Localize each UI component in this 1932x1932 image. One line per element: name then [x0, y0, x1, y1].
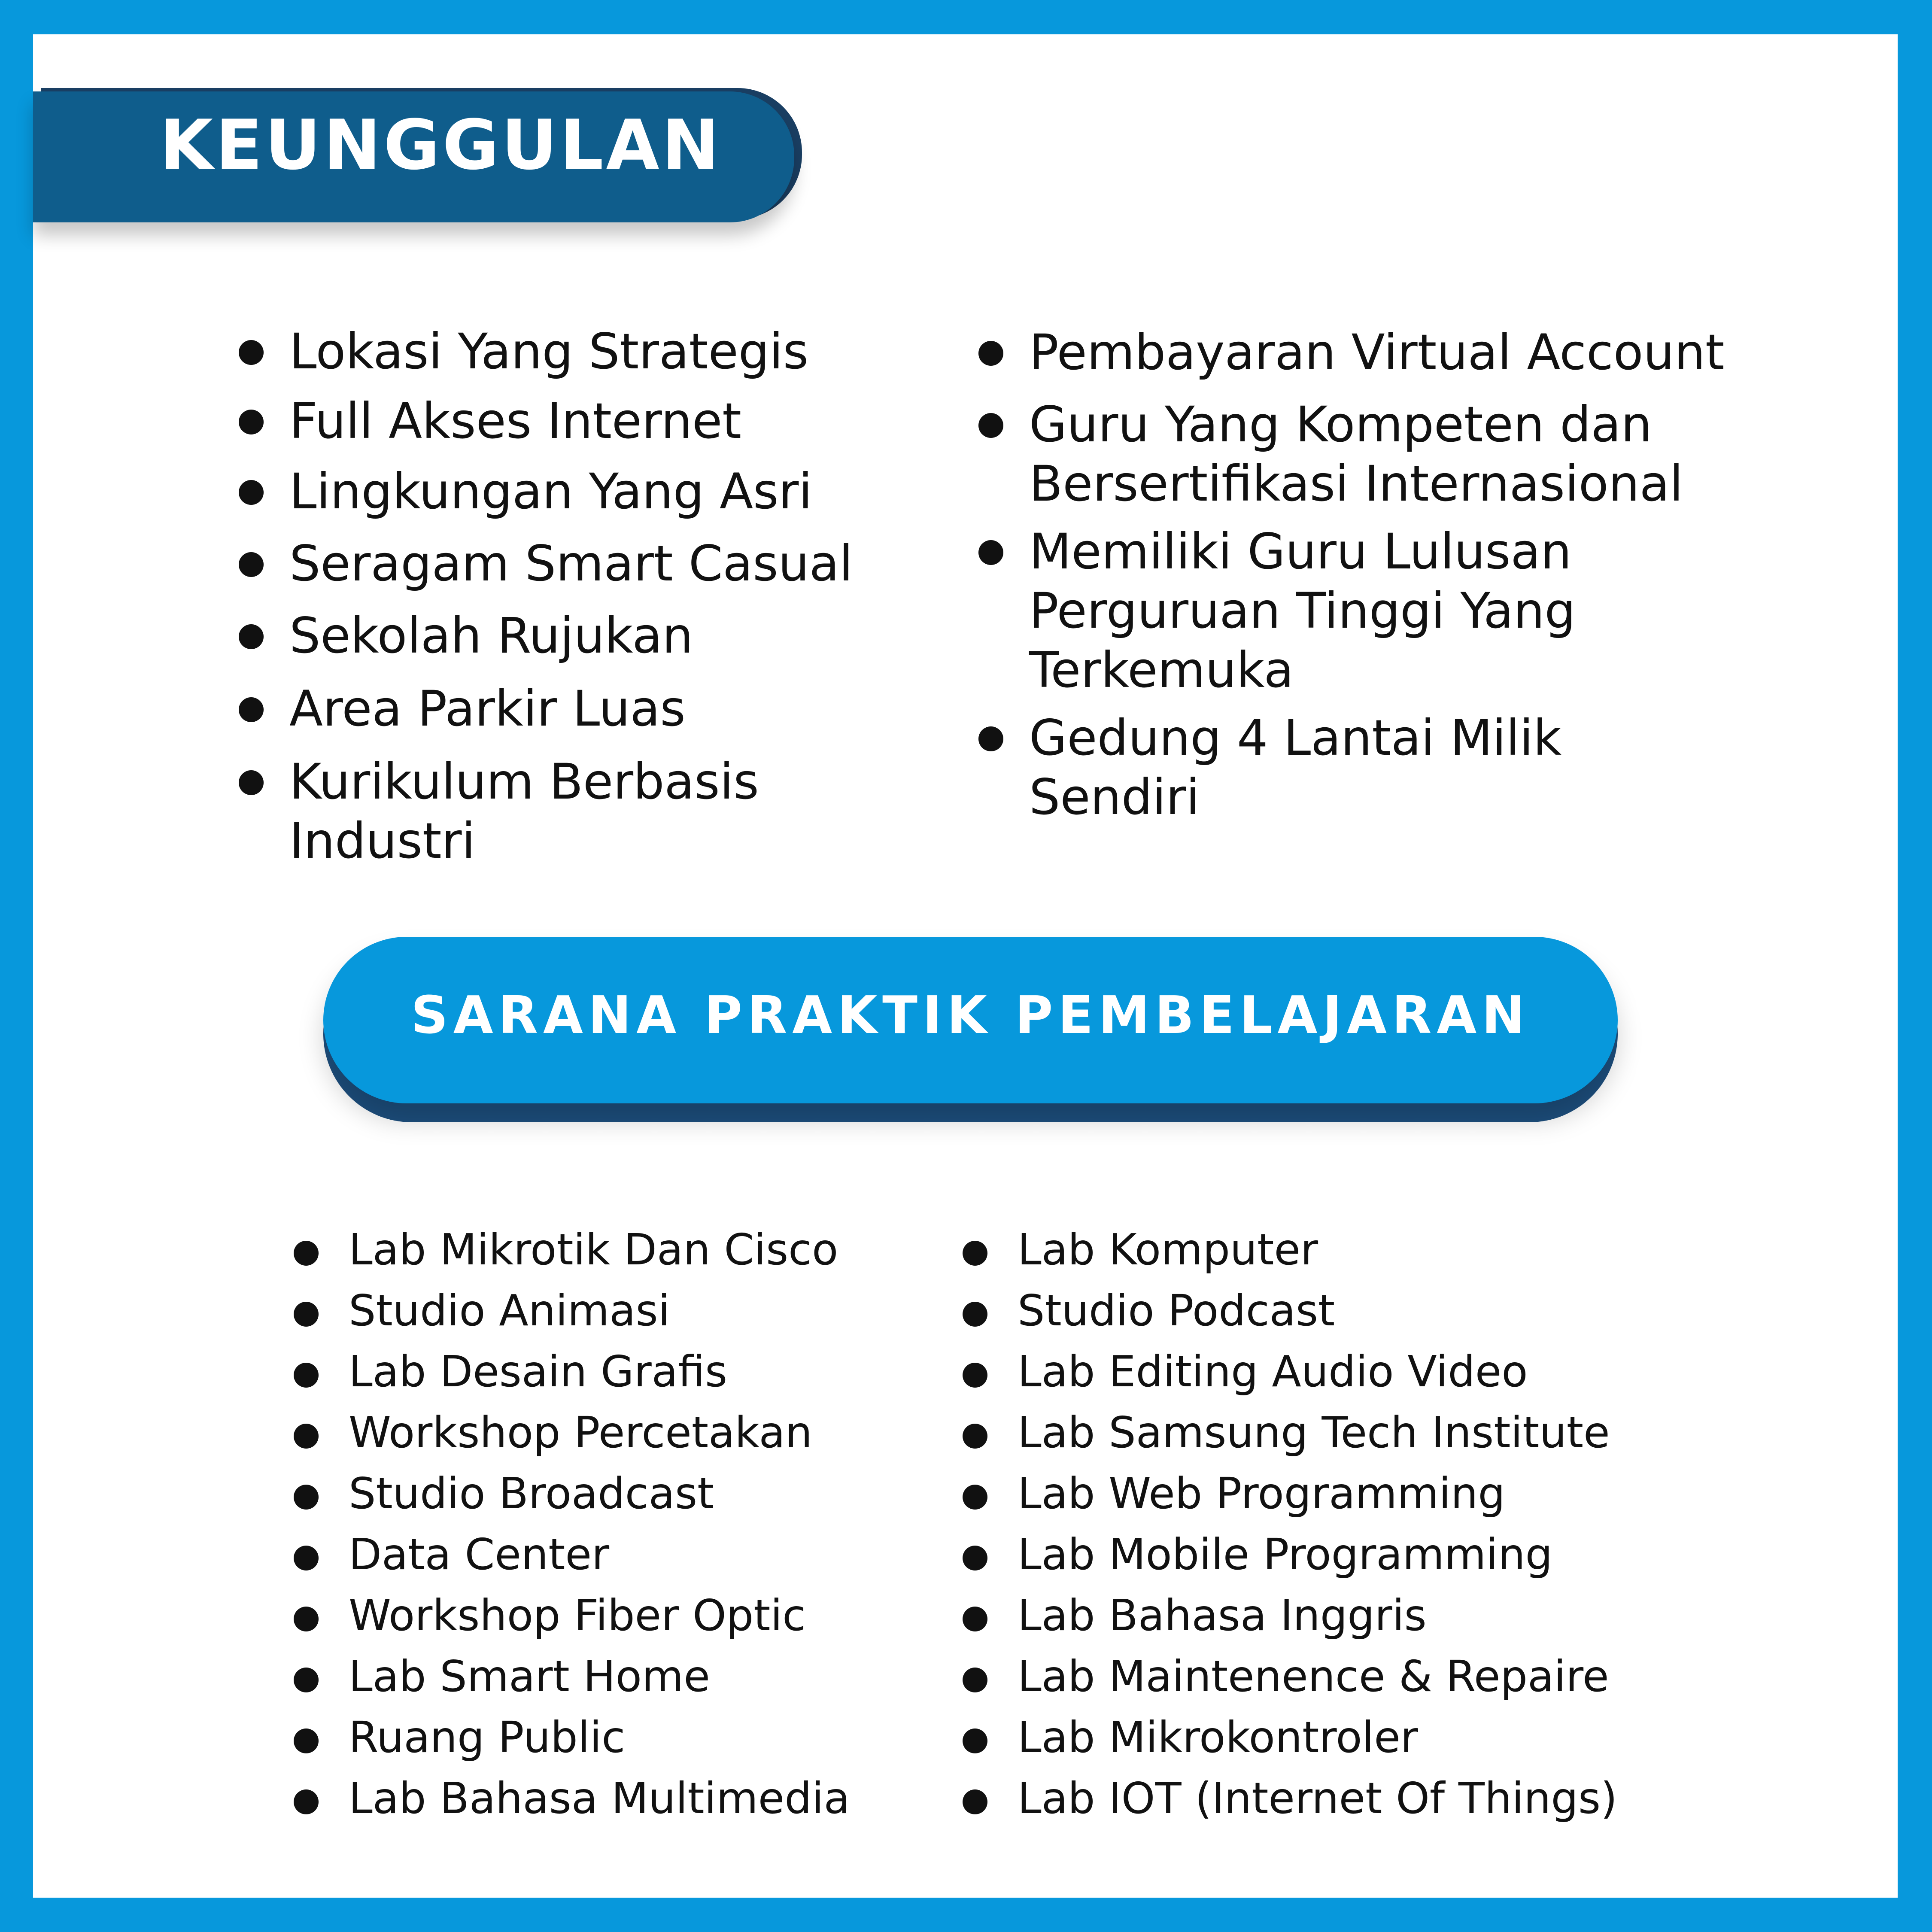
keunggulan-list-right: [1029, 323, 1845, 827]
sarana-item: Lab Mikrotik Dan Cisco: [349, 1219, 993, 1280]
sarana-item: Ruang Public: [349, 1707, 993, 1768]
bullet-icon: [294, 1607, 319, 1631]
bullet-icon: [294, 1668, 319, 1692]
sarana-item: Lab Smart Home: [349, 1646, 993, 1707]
keunggulan-item: Pembayaran Virtual Account: [1029, 323, 1845, 382]
bullet-icon: [294, 1241, 319, 1266]
sarana-item: Studio Animasi: [349, 1280, 993, 1341]
sarana-item: Lab Web Programming: [1018, 1463, 1747, 1524]
keunggulan-item: Sekolah Rujukan: [289, 606, 933, 665]
keunggulan-title: KEUNGGULAN: [160, 105, 722, 185]
sarana-item: Lab Bahasa Multimedia: [349, 1768, 993, 1829]
bullet-icon: [294, 1302, 319, 1327]
sarana-item: Lab Mobile Programming: [1018, 1524, 1747, 1585]
bullet-icon: [239, 480, 264, 505]
sarana-item: Workshop Percetakan: [349, 1402, 993, 1463]
sarana-list-left: [349, 1219, 993, 1829]
bullet-icon: [963, 1728, 987, 1753]
sarana-item: Workshop Fiber Optic: [349, 1585, 993, 1646]
sarana-item: Studio Broadcast: [349, 1463, 993, 1524]
bullet-icon: [963, 1241, 987, 1266]
bullet-icon: [294, 1728, 319, 1753]
bullet-icon: [963, 1302, 987, 1327]
sarana-item: Lab Editing Audio Video: [1018, 1341, 1747, 1402]
sarana-item: Lab Maintenence & Repaire: [1018, 1646, 1747, 1707]
sarana-item: Studio Podcast: [1018, 1280, 1747, 1341]
bullet-icon: [239, 340, 264, 365]
bullet-icon: [978, 413, 1003, 438]
bullet-icon: [963, 1607, 987, 1631]
keunggulan-item: Gedung 4 Lantai Milik Sendiri: [1029, 708, 1845, 827]
bullet-icon: [963, 1789, 987, 1814]
bullet-icon: [239, 697, 264, 722]
keunggulan-item: Area Parkir Luas: [289, 679, 933, 738]
sarana-item: Lab Komputer: [1018, 1219, 1747, 1280]
bullet-icon: [294, 1424, 319, 1449]
sarana-title: SARANA PRAKTIK PEMBELAJARAN: [411, 986, 1530, 1045]
sarana-item: Lab Mikrokontroler: [1018, 1707, 1747, 1768]
bullet-icon: [239, 624, 264, 649]
keunggulan-item: Guru Yang Kompeten dan Bersertifikasi Internasional: [1029, 395, 1845, 513]
sarana-item: Lab Bahasa Inggris: [1018, 1585, 1747, 1646]
sarana-item: Data Center: [349, 1524, 993, 1585]
keunggulan-item: Memiliki Guru Lulusan Perguruan Tinggi Yang Terkemuka: [1029, 522, 1845, 700]
bullet-icon: [239, 770, 264, 795]
keunggulan-list-left: [289, 322, 933, 871]
bullet-icon: [978, 726, 1003, 751]
bullet-icon: [239, 552, 264, 577]
sarana-item: Lab Samsung Tech Institute: [1018, 1402, 1747, 1463]
sarana-list-right: [1018, 1219, 1747, 1829]
bullet-icon: [294, 1485, 319, 1510]
bullet-icon: [963, 1485, 987, 1510]
sarana-item: Lab Desain Grafis: [349, 1341, 993, 1402]
keunggulan-item: Full Akses Internet: [289, 392, 933, 451]
bullet-icon: [963, 1363, 987, 1388]
bullet-icon: [963, 1546, 987, 1571]
bullet-icon: [963, 1668, 987, 1692]
sarana-item: Lab IOT (Internet Of Things): [1018, 1768, 1747, 1829]
keunggulan-item: Lingkungan Yang Asri: [289, 462, 933, 521]
bullet-icon: [294, 1789, 319, 1814]
bullet-icon: [239, 410, 264, 434]
bullet-icon: [978, 341, 1003, 366]
keunggulan-item: Lokasi Yang Strategis: [289, 322, 933, 381]
keunggulan-item: Kurikulum Berbasis Industri: [289, 752, 933, 871]
bullet-icon: [978, 540, 1003, 565]
content-panel: [33, 34, 1898, 1898]
bullet-icon: [963, 1424, 987, 1449]
bullet-icon: [294, 1546, 319, 1571]
bullet-icon: [294, 1363, 319, 1388]
keunggulan-item: Seragam Smart Casual: [289, 534, 933, 593]
